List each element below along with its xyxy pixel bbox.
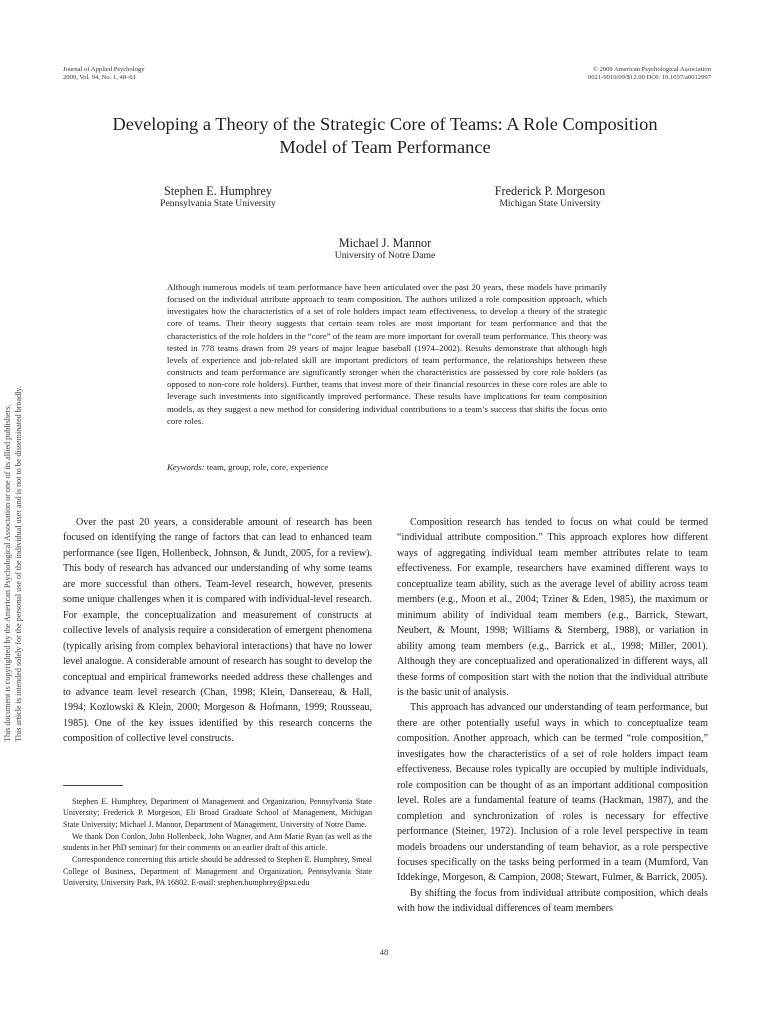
journal-name: Journal of Applied Psychology	[63, 66, 145, 73]
footnote-affiliations: Stephen E. Humphrey, Department of Management and Organization, Pennsylvania State University; Frederick P. Morgeson, Eli Broad Graduate School of Management, Michigan State University; Michael J. Mannor, Department of Management, University of Notre Dame.	[63, 797, 372, 829]
author-block	[128, 184, 308, 209]
author-name: Stephen E. Humphrey	[164, 184, 272, 198]
author-block	[460, 184, 640, 209]
keywords-label: Keywords:	[167, 462, 205, 472]
body-column-right	[397, 515, 708, 917]
author-name: Michael J. Mannor	[338, 236, 432, 250]
doi-text: 0021-9010/09/$12.00 DOI: 10.1037/a0012997	[587, 73, 711, 81]
page-number: 48	[379, 947, 389, 957]
body-paragraph: Composition research has tended to focus on what could be termed “individual attribute composition.” This approach explores how different ways of aggregating individual team member attributes relate to team effectiveness. For example, researchers have examined different ways to conceptualize team ability, such as the average level of ability across team members (e.g., Moon et al., 2004; Tziner & Eden, 1985), the maximum or minimum ability of individual team members (e.g., Barrick, Stewart, Neubert, & Mount, 1998; Williams & Sternberg, 1988), or variation in ability among team members (e.g., Barrick et al., 1998; Miller, 2001). Although they are conceptualized and operationalized in different ways, all these forms of composition start with the notion that the individual attribute is the basic unit of analysis.	[397, 517, 708, 698]
author-affiliation: Michigan State University	[499, 198, 601, 209]
copyright-text: © 2009 American Psychological Association	[592, 66, 711, 73]
side-notice-line-1: This document is copyrighted by the American Psychological Association or one of its allied publishers.	[3, 404, 12, 742]
side-notice-line-2: This article is intended solely for the personal use of the individual user and is not to be disseminated broadly.	[13, 386, 23, 742]
keywords-text: team, group, role, core, experience	[206, 462, 329, 472]
title-line-1: Developing a Theory of the Strategic Core of Teams: A Role Composition	[112, 114, 658, 134]
journal-header	[63, 66, 145, 81]
footnote-correspondence: Correspondence concerning this article should be addressed to Stephen E. Humphrey, Smeal College of Business, Department of Management and Organization, Pennsylvania State University, University Park, PA 16802. E-mail: stephen.humphrey@psu.edu	[63, 855, 372, 887]
author-affiliation: University of Notre Dame	[334, 250, 436, 261]
footnotes	[63, 796, 372, 889]
keywords	[167, 462, 607, 473]
footnote-acknowledgments: We thank Don Conlon, John Hollenbeck, John Wagner, and Ann Marie Ryan (as well as the students in her PhD seminar) for their comments on an earlier draft of this article.	[63, 831, 372, 852]
article-title	[40, 113, 730, 159]
author-name: Frederick P. Morgeson	[494, 184, 606, 198]
body-column-left	[63, 515, 372, 747]
author-affiliation: Pennsylvania State University	[160, 198, 276, 209]
side-copyright-notice	[3, 42, 24, 742]
copyright-header	[588, 66, 711, 81]
abstract: Although numerous models of team performance have been articulated over the past 20 years, these models have primarily focused on the individual attribute approach to team composition. The authors utilized a role composition approach, which investigates how the characteristics of a set of role holders impact team effectiveness, to develop a theory of the strategic core of teams. Their theory suggests that certain team roles are most important for team performance and that the characteristics of the role holders in the “core” of the team are more important for overall team performance. This theory was tested in 778 teams drawn from 29 years of major league baseball (1974–2002). Results demonstrate that although high levels of experience and job-related skill are important predictors of team performance, the relationships between these constructs and team performance are significantly stronger when the characteristics are possessed by core role holders (as opposed to non-core role holders). Further, teams that invest more of their financial resources in these core roles are able to leverage such investments into significantly improved performance. These results have implications for team composition models, as they suggest a new method for considering individual contributions to a team’s success that shifts the focus onto core roles.	[167, 282, 607, 426]
body-paragraph: This approach has advanced our understanding of team performance, but there are other potentially useful ways in which to conceptualize team composition. Another approach, which can be termed “role composition,” investigates how the characteristics of a set of role holders impact team effectiveness. Because roles typically are occupied by multiple individuals, role composition can be thought of as an important additional composition level. Roles are a fundamental feature of teams (Hackman, 1987), and the completion and synchronization of roles is necessary for effective performance (Steiner, 1972). Inclusion of a role level perspective in team models broadens our understanding of team behavior, as a role perspective focuses specifically on the tasks being performed in a team (Mumford, Van Iddekinge, Morgeson, & Campion, 2008; Stewart, Fulmer, & Barrick, 2005).	[397, 702, 708, 884]
title-line-2: Model of Team Performance	[279, 137, 491, 157]
author-block	[290, 236, 480, 261]
journal-volume: 2009, Vol. 94, No. 1, 48–61	[63, 73, 137, 81]
footnote-divider	[63, 785, 123, 786]
body-paragraph: By shifting the focus from individual attribute composition, which deals with how the individual differences of team members	[397, 887, 708, 915]
body-paragraph: Over the past 20 years, a considerable amount of research has been focused on identifying the range of factors that can lead to enhanced team performance (see Ilgen, Hollenbeck, Johnson, & Jundt, 2005, for a review). This body of research has advanced our understanding of why some teams are more successful than others. Team-level research, however, presents some unique challenges when it is compared with individual-level research. For example, the conceptualization and measurement of constructs at collective levels of analysis require a consideration of emergent phenomena (typically arising from complex behavioral interactions) that have no lower level analogue. A considerable amount of research has sought to develop the conceptual and empirical frameworks needed address these challenges and to advance team level research (Chan, 1998; Klein, Dansereau, & Hall, 1994; Kozlowski & Klein, 2000; Morgeson & Hofmann, 1999; Rousseau, 1985). One of the key issues identified by this research concerns the composition of collective level constructs.	[63, 517, 372, 745]
